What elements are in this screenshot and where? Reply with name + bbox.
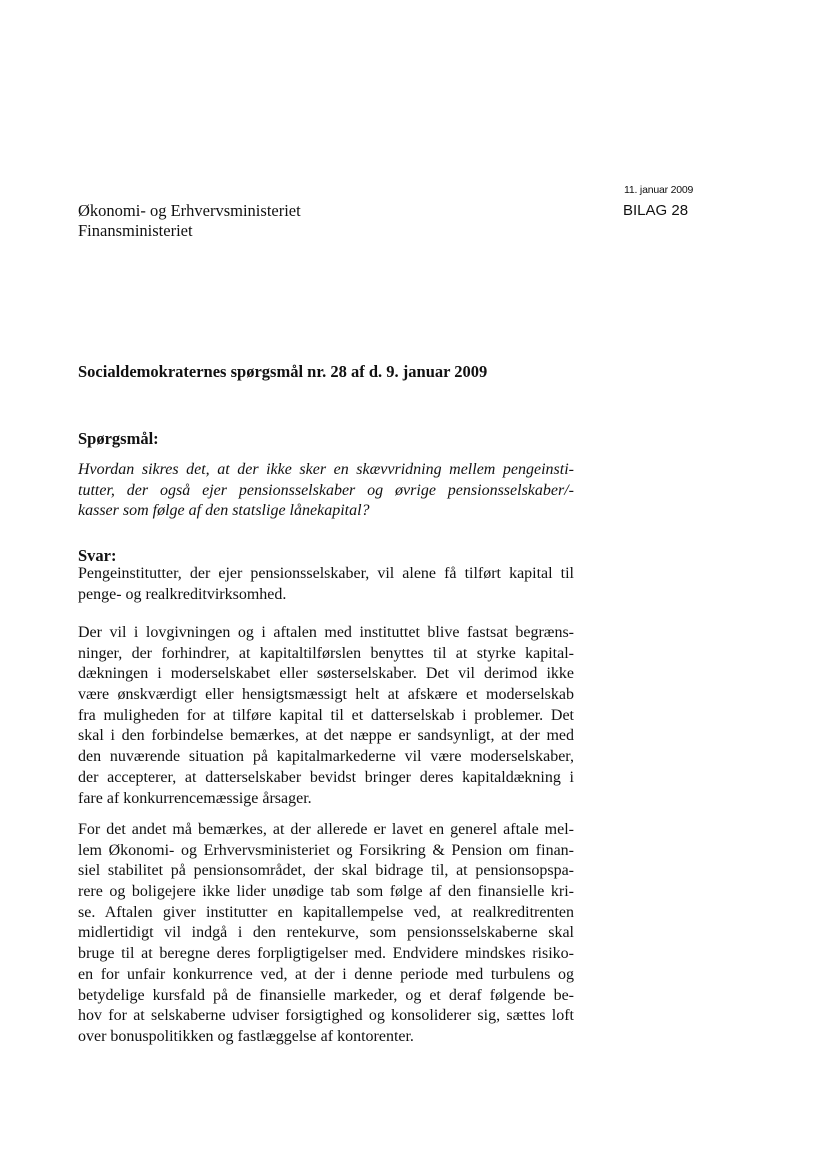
answer-line: siel stabilitet på pensionsområdet, der skal bidrage til, at pensionsopspa- (78, 862, 574, 880)
recipient-block (78, 201, 301, 241)
document-date: 11. januar 2009 (624, 184, 694, 196)
question-line: kasser som følge af den statslige lånekapital? (78, 502, 370, 520)
answer-line: For det andet må bemærkes, at der allerede er lavet en generel aftale mel- (78, 821, 574, 838)
answer-heading: Svar: (78, 546, 117, 565)
answer-line: rere og boligejere ikke lider unødige tab som følge af den finansielle kri- (78, 883, 574, 901)
question-heading: Spørgsmål: (78, 429, 159, 448)
answer-line: den nuværende situation på kapitalmarkederne vil være moderselskaber, (78, 748, 574, 766)
answer-paragraph (78, 820, 574, 1048)
bilag-label: BILAG 28 (623, 202, 689, 219)
recipient-line: Finansministeriet (78, 221, 193, 240)
document-title: Socialdemokraternes spørgsmål nr. 28 af d. 9. januar 2009 (78, 362, 488, 381)
answer-line: over bonuspolitikken og fastlæggelse af kontorenter. (78, 1027, 414, 1045)
answer-line: betydelige kursfald på de finansielle markeder, og et deraf følgende be- (78, 986, 574, 1004)
answer-line: fare af konkurrencemæssige årsager. (78, 789, 312, 807)
answer-line: fra muligheden for at tilføre kapital til et datterselskab i problemer. Det (78, 706, 574, 724)
answer-line: Der vil i lovgivningen og i aftalen med instituttet blive fastsat begræns- (78, 624, 574, 641)
answer-line: en for unfair konkurrence ved, at der i denne periode med turbulens og (78, 965, 574, 983)
answer-paragraph (78, 623, 574, 809)
answer-line: Pengeinstitutter, der ejer pensionsselskaber, vil alene få tilført kapital til (78, 565, 574, 582)
answer-line: ninger, der forhindrer, at kapitaltilførslen benyttes til at styrke kapital- (78, 644, 574, 662)
answer-line: penge- og realkreditvirksomhed. (78, 585, 287, 603)
answer-line: bruge til at beregne deres forpligtigelser med. Endvidere mindskes risiko- (78, 945, 574, 963)
answer-line: der accepterer, at datterselskaber bevidst bringer deres kapitaldækning i (78, 768, 574, 786)
answer-paragraph (78, 564, 574, 605)
question-text (78, 460, 574, 522)
question-line: tutter, der også ejer pensionsselskaber og øvrige pensionsselskaber/- (78, 481, 574, 499)
recipient-line: Økonomi- og Erhvervsministeriet (78, 201, 301, 220)
answer-line: skal i den forbindelse bemærkes, at det næppe er sandsynligt, at der med (78, 727, 574, 745)
answer-line: være ønskværdigt eller hensigtsmæssigt helt at afskære et moderselskab (78, 686, 574, 704)
answer-line: hov for at selskaberne udviser forsigtighed og konsoliderer sig, sættes loft (78, 1007, 574, 1025)
answer-line: se. Aftalen giver institutter en kapitallempelse ved, at realkreditrenten (78, 903, 574, 921)
answer-line: lem Økonomi- og Erhvervsministeriet og Forsikring & Pension om finan- (78, 841, 574, 859)
question-line: Hvordan sikres det, at der ikke sker en skævvridning mellem pengeinsti- (78, 461, 574, 478)
answer-line: dækningen i moderselskabet eller søsterselskaber. Det vil derimod ikke (78, 665, 574, 683)
answer-line: midlertidigt vil indgå i den rentekurve, som pensionsselskaberne skal (78, 924, 574, 942)
